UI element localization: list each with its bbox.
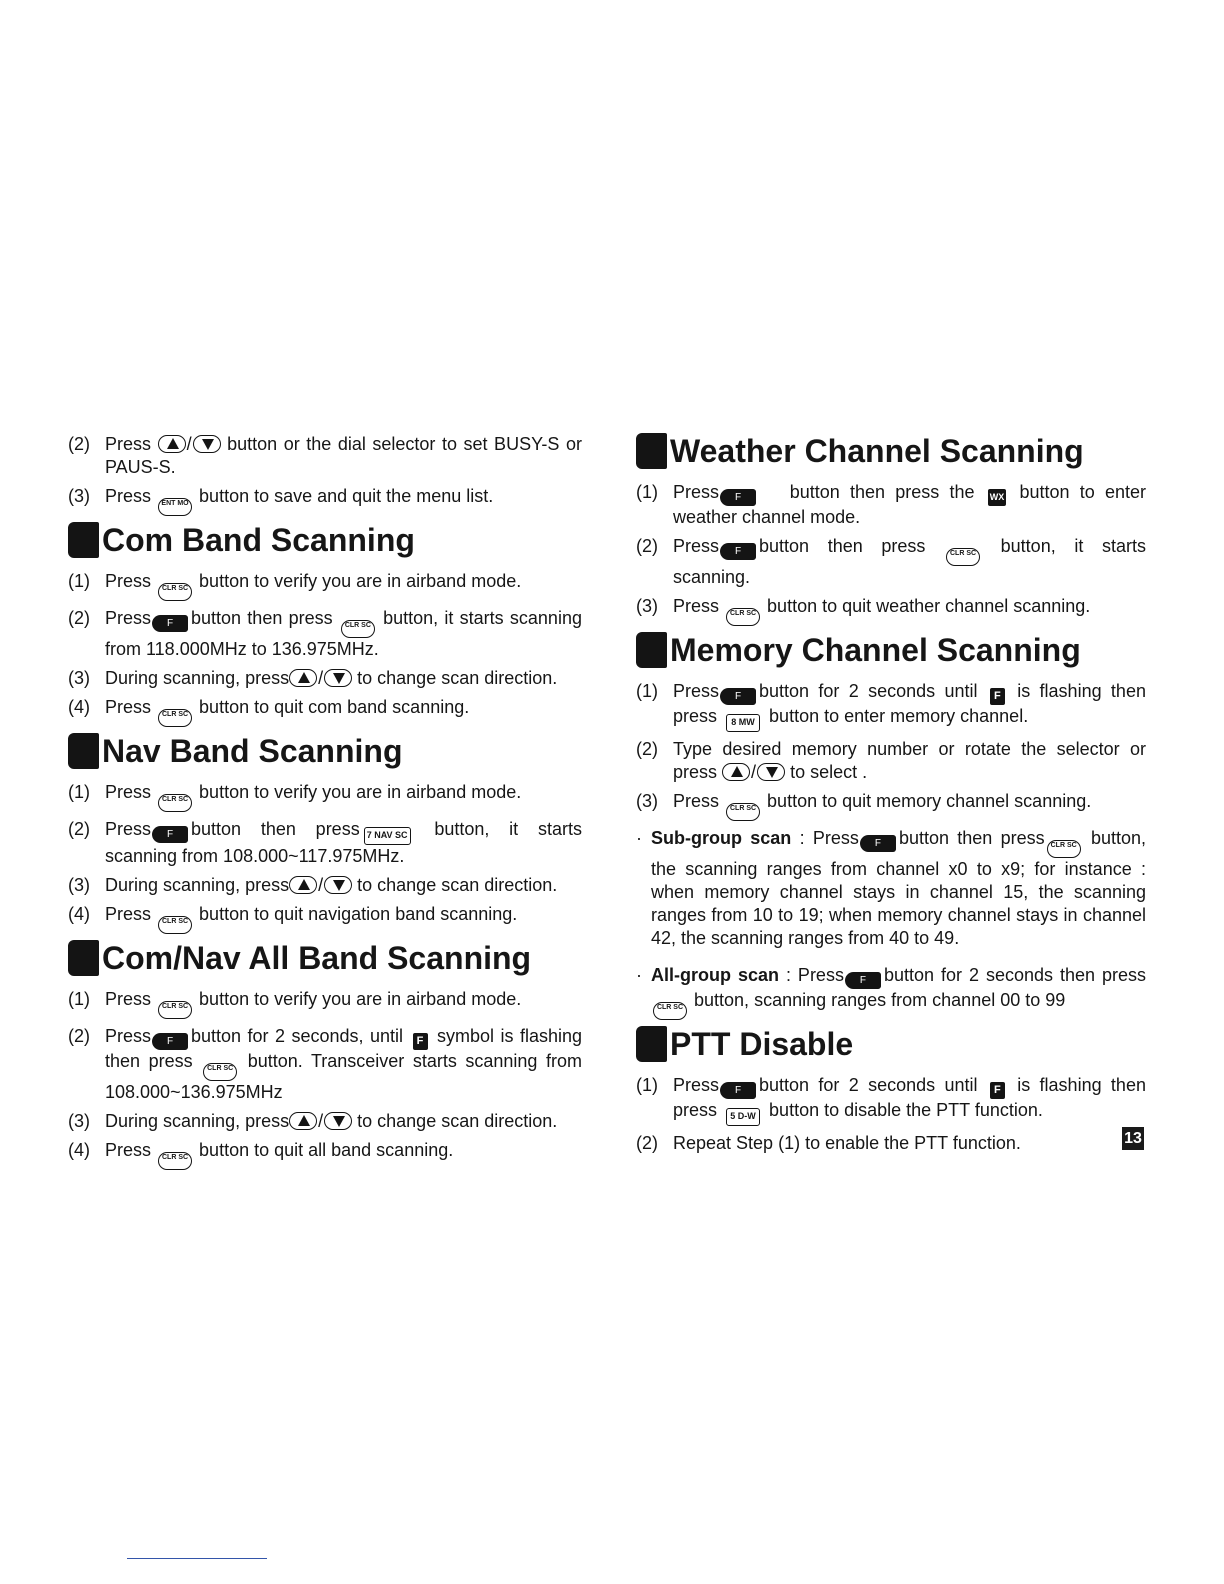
item-number: (3): [68, 1111, 90, 1131]
clr-key-icon: CLR SC: [1047, 840, 1081, 858]
item-number: (3): [68, 486, 90, 506]
text: Press: [105, 697, 152, 717]
bullet-dot: ·: [636, 965, 642, 985]
item-number: (2): [68, 434, 90, 454]
ent-key-icon: ENT MO: [158, 498, 192, 516]
clr-key-icon: CLR SC: [158, 1152, 192, 1170]
item-number: (3): [68, 668, 90, 688]
down-arrow-key-icon: [324, 1112, 352, 1130]
item-text: [105, 485, 582, 516]
item-number: (3): [636, 596, 658, 616]
slash: /: [318, 1111, 324, 1131]
text: Press: [105, 1140, 152, 1160]
text: Press: [105, 904, 152, 924]
list-item: [68, 667, 582, 690]
heading-text: Nav Band Scanning: [102, 732, 403, 769]
text: button for 2 seconds until: [759, 681, 978, 701]
bullet-label: Sub-group scan: [651, 828, 792, 848]
text: is flashing then press: [673, 1075, 1146, 1120]
text: During scanning, press: [105, 875, 290, 895]
nav7-key-icon: 7 NAV SC: [364, 827, 411, 845]
spacer: [636, 950, 1146, 958]
section-heading-weather: [636, 427, 1146, 475]
clr-key-icon: CLR SC: [158, 709, 192, 727]
text: Press: [105, 434, 152, 454]
item-text: [105, 1110, 582, 1133]
page-number: 13: [1122, 1127, 1144, 1150]
text: button then press the: [789, 482, 975, 502]
down-arrow-key-icon: [324, 669, 352, 687]
item-number: (2): [68, 819, 90, 839]
text: button then press: [759, 536, 926, 556]
text: button, it starts scanning.: [673, 536, 1146, 587]
heading-text: Com Band Scanning: [102, 521, 415, 558]
clr-key-icon: CLR SC: [158, 916, 192, 934]
heading-text: Com/Nav All Band Scanning: [102, 939, 532, 976]
item-text: [105, 781, 582, 812]
item-text: [673, 680, 1146, 732]
clr-key-icon: CLR SC: [946, 548, 980, 566]
f-key-icon: F: [152, 1033, 188, 1050]
slash: /: [186, 434, 192, 454]
f-symbol-icon: F: [990, 688, 1005, 705]
list-item: [68, 696, 582, 727]
item-text: [105, 607, 582, 661]
heading-marker: [636, 632, 667, 668]
text: to select .: [790, 762, 868, 782]
text: Press: [673, 596, 720, 616]
section-heading-memory: [636, 626, 1146, 674]
item-text: [105, 988, 582, 1019]
heading-marker: [68, 940, 99, 976]
item-text: [651, 827, 1146, 950]
f-key-icon: F: [720, 489, 756, 506]
item-number: (1): [68, 571, 90, 591]
section-heading-all-band: [68, 934, 582, 982]
text: Press: [105, 782, 152, 802]
text: button. Transceiver starts scanning from 108.000~136.975MHz: [105, 1051, 582, 1102]
text: button for 2 seconds, until: [191, 1026, 404, 1046]
down-arrow-key-icon: [193, 435, 221, 453]
text: button for 2 seconds until: [759, 1075, 978, 1095]
section-heading-com-band: [68, 516, 582, 564]
bullet-dot: ·: [636, 828, 642, 848]
item-text: [651, 964, 1146, 1020]
dw5-key-icon: 5 D-W: [726, 1108, 760, 1126]
heading-marker: [636, 433, 667, 469]
f-key-icon: F: [152, 826, 188, 843]
text: button then press: [191, 819, 360, 839]
list-item: [68, 874, 582, 897]
up-arrow-key-icon: [289, 669, 317, 687]
list-item: [636, 1132, 1146, 1155]
text: During scanning, press: [105, 668, 290, 688]
text: Press: [105, 608, 152, 628]
list-item: [68, 818, 582, 868]
text: : Press: [778, 965, 844, 985]
list-item: [68, 1139, 582, 1170]
heading-marker: [68, 733, 99, 769]
text: button then press: [191, 608, 333, 628]
text: to change scan direction.: [357, 668, 558, 688]
text: Repeat Step (1) to enable the PTT function.: [673, 1133, 1021, 1153]
text: Press: [673, 1075, 720, 1095]
clr-key-icon: CLR SC: [203, 1063, 237, 1081]
section-heading-ptt: [636, 1020, 1146, 1068]
f-symbol-icon: F: [413, 1033, 428, 1050]
text: Press: [673, 681, 720, 701]
text: button, it starts scanning from 108.000~117.975MHz.: [105, 819, 582, 866]
clr-key-icon: CLR SC: [158, 794, 192, 812]
text: button to quit memory channel scanning.: [767, 791, 1092, 811]
item-number: (1): [68, 989, 90, 1009]
section-heading-nav-band: [68, 727, 582, 775]
clr-key-icon: CLR SC: [653, 1002, 687, 1020]
list-item: [636, 790, 1146, 821]
item-text: [105, 818, 582, 868]
mw8-key-icon: 8 MW: [726, 714, 760, 732]
heading-text: PTT Disable: [670, 1025, 854, 1062]
clr-key-icon: CLR SC: [158, 583, 192, 601]
item-number: (4): [68, 904, 90, 924]
item-text: [105, 667, 582, 690]
text: button to verify you are in airband mode.: [199, 571, 522, 591]
text: button to quit weather channel scanning.: [767, 596, 1091, 616]
text: button to quit com band scanning.: [199, 697, 470, 717]
item-text: [105, 433, 582, 479]
text: button to verify you are in airband mode.: [199, 989, 522, 1009]
list-item: [68, 903, 582, 934]
f-key-icon: F: [860, 835, 896, 852]
item-number: (4): [68, 697, 90, 717]
f-key-icon: F: [845, 972, 881, 989]
down-arrow-key-icon: [324, 876, 352, 894]
bullet-label: All-group scan: [651, 965, 779, 985]
up-arrow-key-icon: [158, 435, 186, 453]
item-number: (1): [636, 681, 658, 701]
f-key-icon: F: [152, 615, 188, 632]
list-item: [68, 988, 582, 1019]
up-arrow-key-icon: [289, 876, 317, 894]
slash: /: [318, 668, 324, 688]
list-item: [68, 1025, 582, 1104]
clr-key-icon: CLR SC: [158, 1001, 192, 1019]
f-symbol-icon: F: [990, 1082, 1005, 1099]
item-text: [105, 1025, 582, 1104]
text: Press: [673, 791, 720, 811]
item-number: (2): [636, 536, 658, 556]
up-arrow-key-icon: [722, 763, 750, 781]
bullet-item-sub-group: [636, 827, 1146, 950]
item-text: [673, 481, 1146, 529]
clr-key-icon: CLR SC: [726, 803, 760, 821]
list-item: [636, 535, 1146, 589]
text: button to quit navigation band scanning.: [199, 904, 518, 924]
clr-key-icon: CLR SC: [726, 608, 760, 626]
text: Press: [673, 482, 720, 502]
list-item: [68, 570, 582, 601]
list-item: [68, 607, 582, 661]
item-text: [673, 595, 1146, 626]
item-text: [105, 874, 582, 897]
text: button then press: [898, 828, 1045, 848]
text: Press: [673, 536, 720, 556]
text: is flashing then press: [673, 681, 1146, 726]
text: Press: [105, 1026, 152, 1046]
heading-text: Memory Channel Scanning: [670, 631, 1081, 668]
text: During scanning, press: [105, 1111, 290, 1131]
list-item: [636, 738, 1146, 784]
heading-text: Weather Channel Scanning: [670, 432, 1084, 469]
item-number: (2): [68, 608, 90, 628]
text: Press: [105, 486, 152, 506]
footer-divider: [127, 1558, 267, 1559]
item-text: [105, 903, 582, 934]
list-item: [636, 595, 1146, 626]
text: button to quit all band scanning.: [199, 1140, 454, 1160]
text: button to enter memory channel.: [769, 706, 1029, 726]
item-text: [105, 696, 582, 727]
text: button to verify you are in airband mode.: [199, 782, 522, 802]
list-item: [68, 781, 582, 812]
list-item: [68, 485, 582, 516]
up-arrow-key-icon: [289, 1112, 317, 1130]
item-number: (1): [636, 482, 658, 502]
text: Press: [105, 571, 152, 591]
text: button to save and quit the menu list.: [199, 486, 494, 506]
text: button, it starts scanning from 118.000MHz to 136.975MHz.: [105, 608, 582, 659]
f-key-icon: F: [720, 1082, 756, 1099]
clr-key-icon: CLR SC: [341, 620, 375, 638]
item-number: (2): [636, 739, 658, 759]
slash: /: [751, 762, 757, 782]
text: to change scan direction.: [357, 875, 558, 895]
item-text: [673, 535, 1146, 589]
text: Type desired memory number or rotate the selector or press: [673, 739, 1146, 782]
list-item: [636, 481, 1146, 529]
text: button for 2 seconds then press: [883, 965, 1146, 985]
item-text: [673, 790, 1146, 821]
list-item: [636, 1074, 1146, 1126]
item-number: (4): [68, 1140, 90, 1160]
item-number: (2): [636, 1133, 658, 1153]
bullet-item-all-group: [636, 964, 1146, 1020]
item-number: (1): [68, 782, 90, 802]
text: symbol is flashing then press: [105, 1026, 582, 1071]
item-number: (3): [636, 791, 658, 811]
left-column: [68, 427, 582, 1170]
list-item: [68, 1110, 582, 1133]
text: button or the dial selector to set BUSY-S or PAUS-S.: [105, 434, 582, 477]
item-text: [105, 570, 582, 601]
text: to change scan direction.: [357, 1111, 558, 1131]
item-number: (1): [636, 1075, 658, 1095]
text: button to disable the PTT function.: [769, 1100, 1043, 1120]
f-key-icon: F: [720, 543, 756, 560]
text: button, scanning ranges from channel 00 to 99: [694, 990, 1066, 1010]
text: Press: [105, 989, 152, 1009]
item-number: (3): [68, 875, 90, 895]
slash: /: [318, 875, 324, 895]
list-item: [68, 433, 582, 479]
item-text: [673, 738, 1146, 784]
list-item: [636, 680, 1146, 732]
down-arrow-key-icon: [757, 763, 785, 781]
text: : Press: [791, 828, 859, 848]
text: Press: [105, 819, 152, 839]
f-key-icon: F: [720, 688, 756, 705]
item-text: [673, 1074, 1146, 1126]
item-text: [673, 1132, 1146, 1155]
heading-marker: [636, 1026, 667, 1062]
item-number: (2): [68, 1026, 90, 1046]
right-column: [636, 427, 1146, 1155]
heading-marker: [68, 522, 99, 558]
text: button to enter weather channel mode.: [673, 482, 1146, 527]
text: button, the scanning ranges from channel x0 to x9; for instance : when memory channel stays in channel 15, the scanning ranges from 10 to 19; when memory channel stays in channel 42, the scanning ranges from 40 to 49.: [651, 828, 1146, 948]
wx-key-icon: WX: [988, 489, 1007, 506]
item-text: [105, 1139, 582, 1170]
